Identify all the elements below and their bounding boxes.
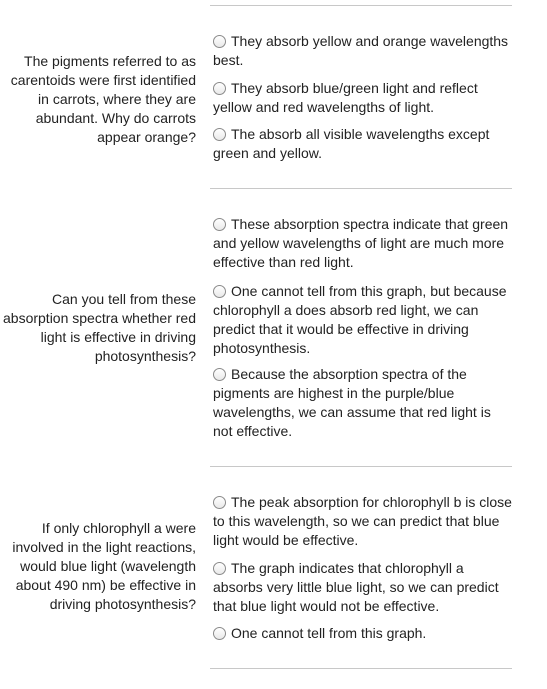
option-label: The peak absorption for chlorophyll b is close to this wavelength, so we can predict that blue light would be effective.	[213, 494, 512, 548]
option-label: One cannot tell from this graph, but because chlorophyll a does absorb red light, we can predict that it would be effective in driving photosynthesis.	[213, 283, 507, 356]
question-3-option-2[interactable]	[213, 559, 513, 616]
question-1-prompt: The pigments referred to as carentoids were first identified in carrots, where they are abundant. Why do carrots appear orange?	[10, 53, 196, 145]
question-1-option-3[interactable]	[213, 125, 513, 163]
question-2-option-1[interactable]	[213, 215, 513, 272]
radio-button-icon[interactable]	[213, 285, 226, 298]
option-label: One cannot tell from this graph.	[231, 625, 427, 641]
radio-button-icon[interactable]	[213, 562, 226, 575]
radio-button-icon[interactable]	[213, 82, 226, 95]
divider	[210, 188, 512, 189]
option-label: The graph indicates that chlorophyll a absorbs very little blue light, so we can predict that blue light would not be effective.	[213, 560, 499, 614]
divider	[210, 668, 512, 669]
question-1-option-2[interactable]	[213, 79, 513, 117]
divider	[210, 5, 512, 6]
radio-button-icon[interactable]	[213, 627, 226, 640]
option-label: They absorb yellow and orange wavelengths best.	[213, 33, 509, 68]
radio-button-icon[interactable]	[213, 128, 226, 141]
option-label: These absorption spectra indicate that green and yellow wavelengths of light are much more effective than red light.	[213, 216, 509, 270]
question-2-option-2[interactable]	[213, 282, 513, 358]
question-2-prompt: Can you tell from these absorption spectra whether red light is effective in driving photosynthesis?	[3, 291, 196, 364]
question-3-option-3[interactable]	[213, 624, 513, 643]
option-label: The absorb all visible wavelengths except green and yellow.	[213, 126, 490, 161]
option-label: Because the absorption spectra of the pigments are highest in the purple/blue wavelengths, we can assume that red light is not effective.	[213, 366, 491, 439]
radio-button-icon[interactable]	[213, 35, 226, 48]
divider	[210, 466, 512, 467]
question-2-option-3[interactable]	[213, 365, 513, 441]
question-1-option-1[interactable]	[213, 32, 513, 70]
option-label: They absorb blue/green light and reflect yellow and red wavelengths of light.	[213, 80, 478, 115]
question-3-prompt: If only chlorophyll a were involved in the light reactions, would blue light (wavelength about 490 nm) be effective in driving photosynthesis?	[12, 520, 196, 612]
radio-button-icon[interactable]	[213, 218, 226, 231]
question-3-option-1[interactable]	[213, 493, 513, 550]
radio-button-icon[interactable]	[213, 368, 226, 381]
radio-button-icon[interactable]	[213, 496, 226, 509]
